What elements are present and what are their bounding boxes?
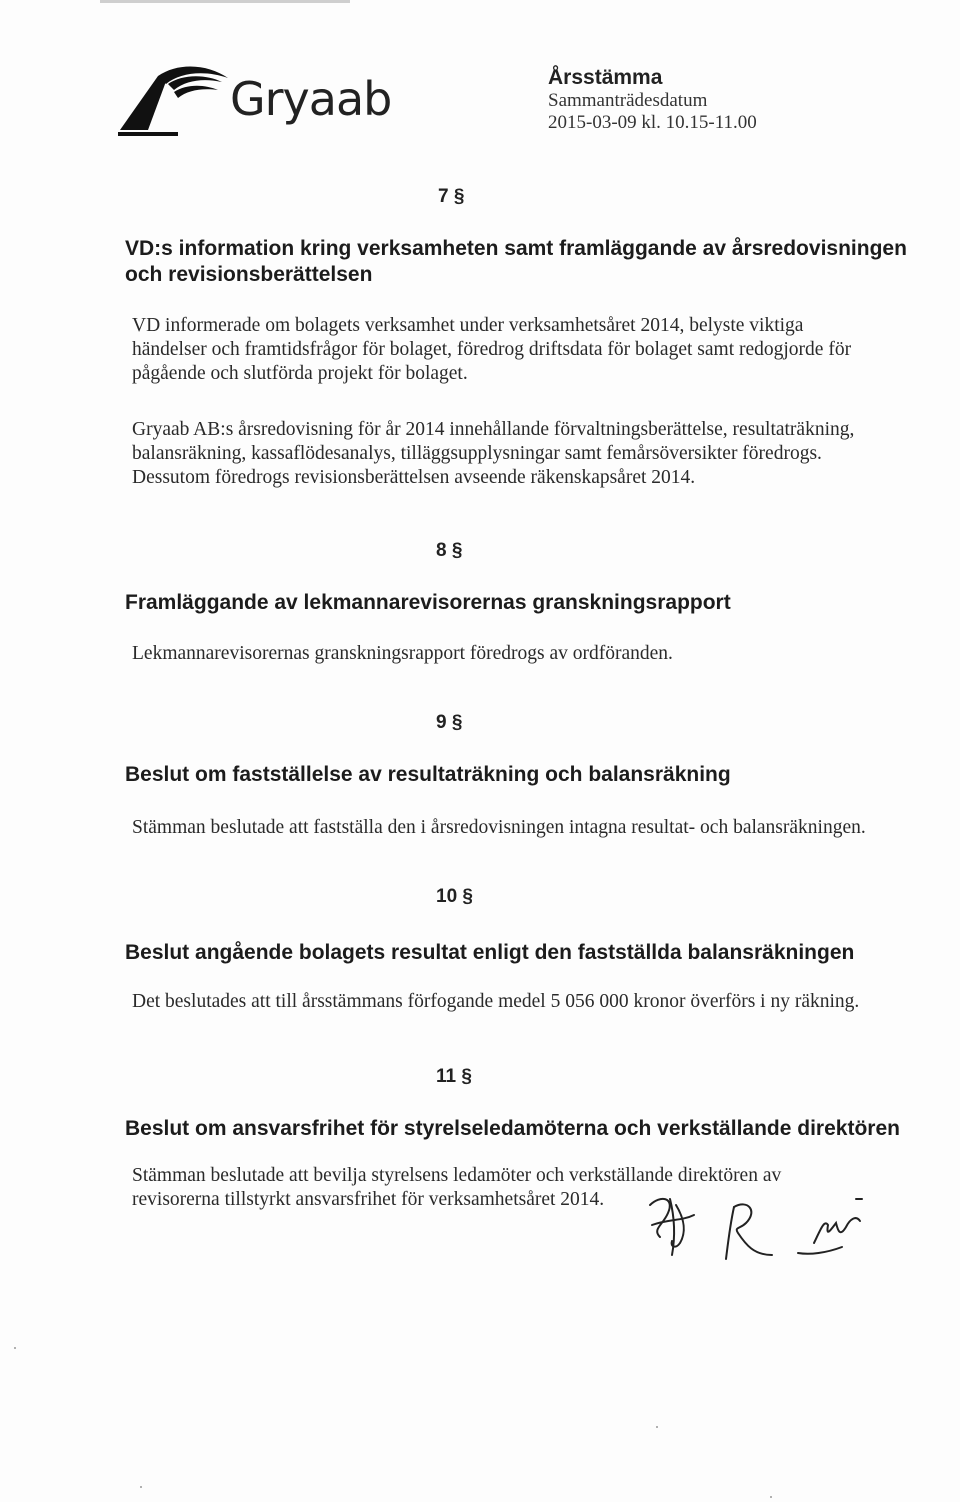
section-number: 9 § (436, 712, 463, 733)
scan-edge-line (100, 0, 350, 3)
section-number: 11 § (436, 1066, 472, 1087)
section-paragraph (132, 418, 854, 490)
section-number: 10 § (436, 886, 473, 907)
logo-swoosh-icon (118, 58, 230, 138)
scan-speck (14, 1347, 16, 1349)
scan-speck (140, 1486, 142, 1488)
section-paragraph (132, 816, 866, 840)
heading-line: VD:s information kring verksamheten samt framläggande av årsredovisningen (125, 237, 907, 260)
section-paragraph (132, 314, 851, 386)
paragraph-line: Dessutom föredrogs revisionsberättelsen avseende räkenskapsåret 2014. (132, 467, 696, 488)
paragraph-line: pågående och slutförda projekt för bolaget. (132, 363, 468, 384)
scan-speck (656, 1426, 658, 1428)
gryaab-logo (118, 58, 418, 138)
paragraph-line: Det beslutades att till årsstämmans förfogande medel 5 056 000 kronor överförs i ny räkning. (132, 991, 860, 1012)
paragraph-line: VD informerade om bolagets verksamhet under verksamhetsåret 2014, belyste viktiga (132, 315, 804, 336)
paragraph-line: Stämman beslutade att bevilja styrelsens ledamöter och verkställande direktören av (132, 1165, 782, 1186)
paragraph-line: revisorerna tillstyrkt ansvarsfrihet för verksamhetsåret 2014. (132, 1189, 605, 1210)
section-heading (125, 236, 907, 288)
heading-line: Framläggande av lekmannarevisorernas granskningsrapport (125, 591, 731, 614)
section-heading (125, 1116, 900, 1142)
date-label: Sammanträdesdatum (548, 90, 708, 111)
logo-text: Gryaab (230, 72, 392, 126)
scan-speck (770, 1496, 772, 1498)
meeting-meta (548, 66, 757, 134)
section-number: 7 § (438, 186, 465, 207)
heading-line: Beslut om fastställelse av resultaträkning och balansräkning (125, 763, 731, 786)
section-paragraph (132, 990, 859, 1014)
paragraph-line: Gryaab AB:s årsredovisning för år 2014 innehållande förvaltningsberättelse, resultaträkning, (132, 419, 855, 440)
heading-line: och revisionsberättelsen (125, 263, 373, 286)
heading-line: Beslut angående bolagets resultat enligt den fastställda balansräkningen (125, 941, 855, 964)
section-number: 8 § (436, 540, 463, 561)
paragraph-line: Lekmannarevisorernas granskningsrapport föredrogs av ordföranden. (132, 643, 673, 664)
date-value: 2015-03-09 kl. 10.15-11.00 (548, 112, 757, 133)
paragraph-line: händelser och framtidsfrågor för bolaget, föredrog driftsdata för bolaget samt redogjorde för (132, 339, 852, 360)
section-paragraph (132, 642, 673, 666)
paragraph-line: Stämman beslutade att fastställa den i årsredovisningen intagna resultat- och balansräkningen. (132, 817, 866, 838)
paragraph-line: balansräkning, kassaflödesanalys, tilläggsupplysningar samt femårsöversikter föredrogs. (132, 443, 822, 464)
handwritten-initials (630, 1185, 890, 1280)
section-heading (125, 590, 731, 616)
heading-line: Beslut om ansvarsfrihet för styrelseledamöterna och verkställande direktören (125, 1117, 900, 1140)
section-heading (125, 762, 731, 788)
meeting-title: Årsstämma (548, 66, 663, 89)
section-heading (125, 940, 854, 966)
